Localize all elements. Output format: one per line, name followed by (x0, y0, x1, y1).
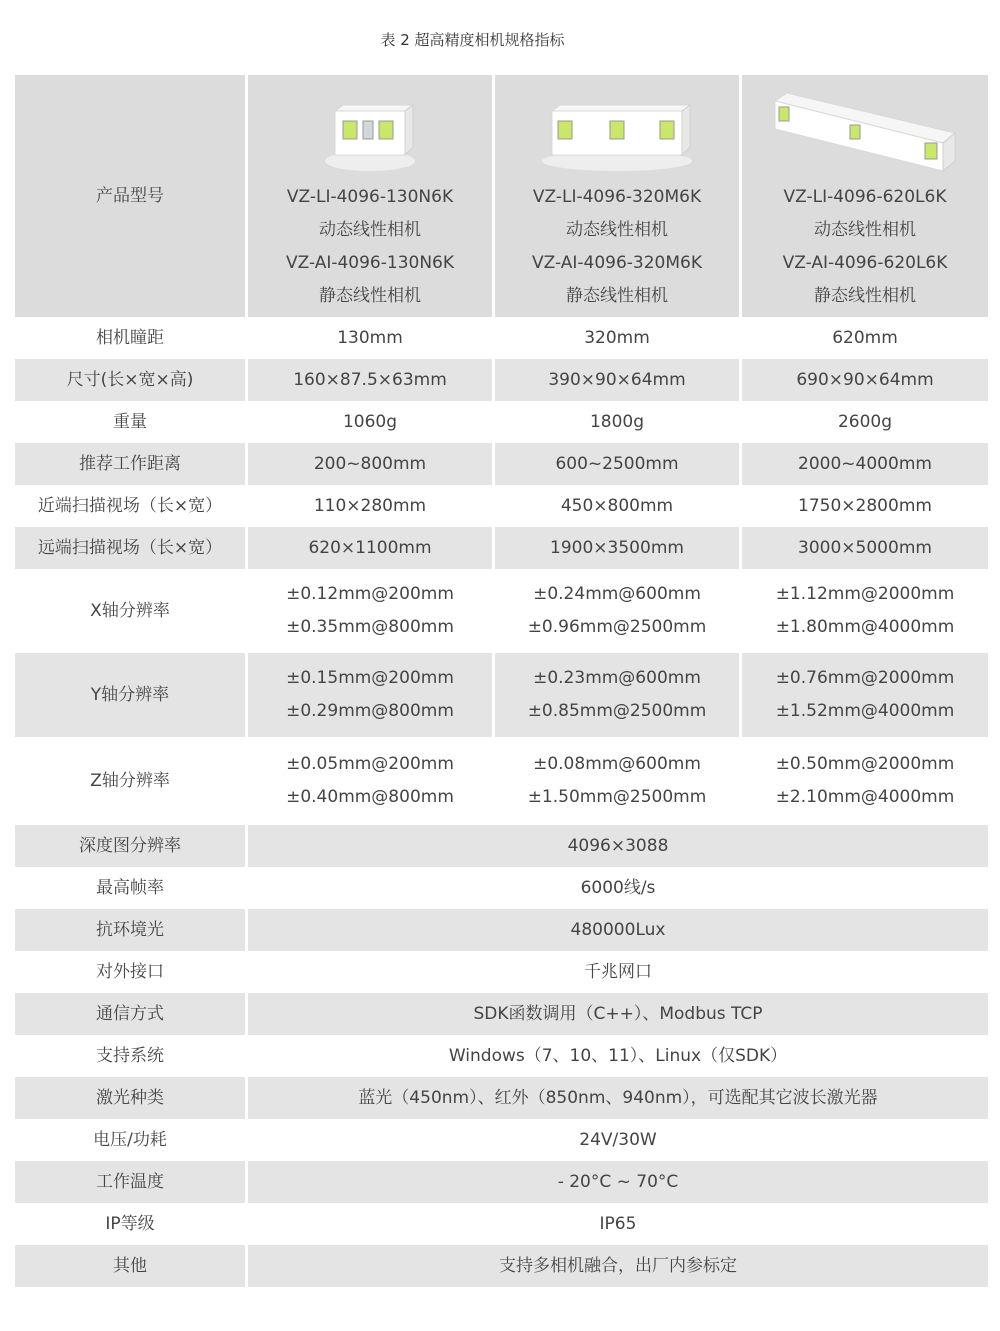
row-value-merged: 6000线/s (580, 877, 656, 898)
row-value-cell (248, 527, 492, 569)
value-line: 130mm (337, 327, 403, 348)
row-label: 相机瞳距 (96, 327, 164, 348)
value-line: 450×800mm (560, 495, 674, 516)
value-line: ±0.12mm@200mm (286, 584, 454, 604)
value-line: 390×90×64mm (548, 369, 686, 390)
row-value-cell (742, 443, 988, 485)
table-caption: 表 2 超高精度相机规格指标 (380, 31, 565, 49)
row-label: 最高帧率 (96, 877, 164, 898)
value-line: ±1.80mm@4000mm (775, 617, 955, 637)
long-line-camera-icon (765, 81, 965, 181)
value-line: 690×90×64mm (796, 369, 934, 390)
row-value-cell (495, 359, 739, 401)
row-label: Y轴分辨率 (15, 653, 245, 737)
row-value-cell (742, 359, 988, 401)
value-line: 1750×2800mm (798, 495, 932, 516)
value-line: 2600g (837, 411, 893, 432)
value-line: ±0.23mm@600mm (533, 668, 701, 688)
value-line: 200~800mm (313, 453, 427, 474)
product-name-line: VZ-AI-4096-320M6K (532, 253, 702, 273)
row-value-cell (495, 443, 739, 485)
value-line: 1900×3500mm (550, 537, 684, 558)
value-line: 620mm (832, 327, 898, 348)
row-value-merged: SDK函数调用（C++）、Modbus TCP (248, 993, 988, 1035)
product-name-line: 静态线性相机 (566, 286, 668, 306)
row-value-merged: Windows（7、10、11）、Linux（仅SDK） (448, 1045, 788, 1066)
row-value-cell (495, 527, 739, 569)
value-line: ±0.50mm@2000mm (775, 754, 955, 774)
product-name-line: 动态线性相机 (319, 220, 421, 240)
row-value-cell (742, 737, 988, 825)
row-value-cell (495, 653, 739, 737)
product-name-line: VZ-LI-4096-620L6K (783, 187, 947, 207)
value-line: ±0.24mm@600mm (533, 584, 701, 604)
row-value-cell (742, 569, 988, 653)
row-value-cell (248, 737, 492, 825)
product-name-line: VZ-AI-4096-620L6K (782, 253, 948, 273)
row-value-cell (248, 569, 492, 653)
row-value-cell (495, 485, 739, 527)
row-label: 其他 (15, 1245, 245, 1287)
value-line: ±1.50mm@2500mm (527, 787, 707, 807)
value-line: 320mm (584, 327, 650, 348)
row-label: 远端扫描视场（长×宽） (15, 527, 245, 569)
product-header-cell (742, 75, 988, 317)
row-label: Z轴分辨率 (90, 770, 170, 791)
value-line: ±0.29mm@800mm (286, 701, 454, 721)
product-name-line: 动态线性相机 (814, 220, 916, 240)
value-line: ±1.52mm@4000mm (775, 701, 955, 721)
short-line-camera-icon (270, 81, 470, 181)
row-value-merged: 480000Lux (248, 909, 988, 951)
row-label: 抗环境光 (15, 909, 245, 951)
row-label: 支持系统 (96, 1045, 164, 1066)
product-name-line: 动态线性相机 (566, 220, 668, 240)
row-value-cell (248, 653, 492, 737)
row-value-merged: 千兆网口 (584, 961, 652, 982)
row-value-merged: 24V/30W (579, 1129, 657, 1150)
row-value-cell (742, 317, 988, 359)
row-value-cell (742, 401, 988, 443)
value-line: ±0.76mm@2000mm (775, 668, 955, 688)
value-line: ±2.10mm@4000mm (775, 787, 955, 807)
row-label: 电压/功耗 (93, 1129, 167, 1150)
row-value-cell (495, 401, 739, 443)
value-line: ±0.15mm@200mm (286, 668, 454, 688)
value-line: ±0.08mm@600mm (533, 754, 701, 774)
value-line: 1060g (342, 411, 398, 432)
value-line: ±0.05mm@200mm (286, 754, 454, 774)
value-line: 2000~4000mm (798, 453, 932, 474)
value-line: ±0.35mm@800mm (286, 617, 454, 637)
header-label (15, 75, 245, 317)
spec-table (15, 75, 987, 1287)
value-line: 3000×5000mm (798, 537, 932, 558)
row-value-cell (495, 737, 739, 825)
value-line: 160×87.5×63mm (293, 369, 447, 390)
product-name-line: VZ-LI-4096-130N6K (286, 187, 454, 207)
row-value-merged: 4096×3088 (248, 825, 988, 867)
row-label: 通信方式 (15, 993, 245, 1035)
value-line: ±0.40mm@800mm (286, 787, 454, 807)
value-line: 110×280mm (313, 495, 427, 516)
row-value-cell (742, 527, 988, 569)
product-name-line: 静态线性相机 (814, 286, 916, 306)
row-label: 工作温度 (15, 1161, 245, 1203)
row-value-merged: 蓝光（450nm）、红外（850nm、940nm），可选配其它波长激光器 (248, 1077, 988, 1119)
value-line: 600~2500mm (555, 453, 679, 474)
value-line: 1800g (589, 411, 645, 432)
row-label: 深度图分辨率 (15, 825, 245, 867)
value-line: ±1.12mm@2000mm (775, 584, 955, 604)
row-value-cell (248, 485, 492, 527)
row-value-cell (248, 359, 492, 401)
value-line: 620×1100mm (308, 537, 432, 558)
header-label-text: 产品型号 (96, 185, 164, 206)
product-name-line: 静态线性相机 (319, 286, 421, 306)
row-value-cell (495, 569, 739, 653)
product-header-cell (495, 75, 739, 317)
row-value-cell (742, 485, 988, 527)
row-value-cell (248, 317, 492, 359)
row-label: X轴分辨率 (90, 600, 170, 621)
row-label: 对外接口 (96, 961, 164, 982)
row-value-cell (248, 401, 492, 443)
row-label: 重量 (113, 411, 147, 432)
medium-line-camera-icon (517, 81, 717, 181)
row-label: 推荐工作距离 (15, 443, 245, 485)
row-value-merged: - 20°C ~ 70°C (248, 1161, 988, 1203)
row-label: IP等级 (105, 1213, 155, 1234)
value-line: ±0.96mm@2500mm (527, 617, 707, 637)
row-label: 激光种类 (15, 1077, 245, 1119)
row-value-cell (248, 443, 492, 485)
row-label: 近端扫描视场（长×宽） (37, 495, 223, 516)
product-name-line: VZ-AI-4096-130N6K (285, 253, 455, 273)
row-label: 尺寸(长×宽×高) (15, 359, 245, 401)
product-name-line: VZ-LI-4096-320M6K (532, 187, 702, 207)
row-value-cell (495, 317, 739, 359)
row-value-merged: IP65 (599, 1213, 637, 1234)
value-line: ±0.85mm@2500mm (527, 701, 707, 721)
row-value-merged: 支持多相机融合，出厂内参标定 (248, 1245, 988, 1287)
row-value-cell (742, 653, 988, 737)
product-header-cell (248, 75, 492, 317)
